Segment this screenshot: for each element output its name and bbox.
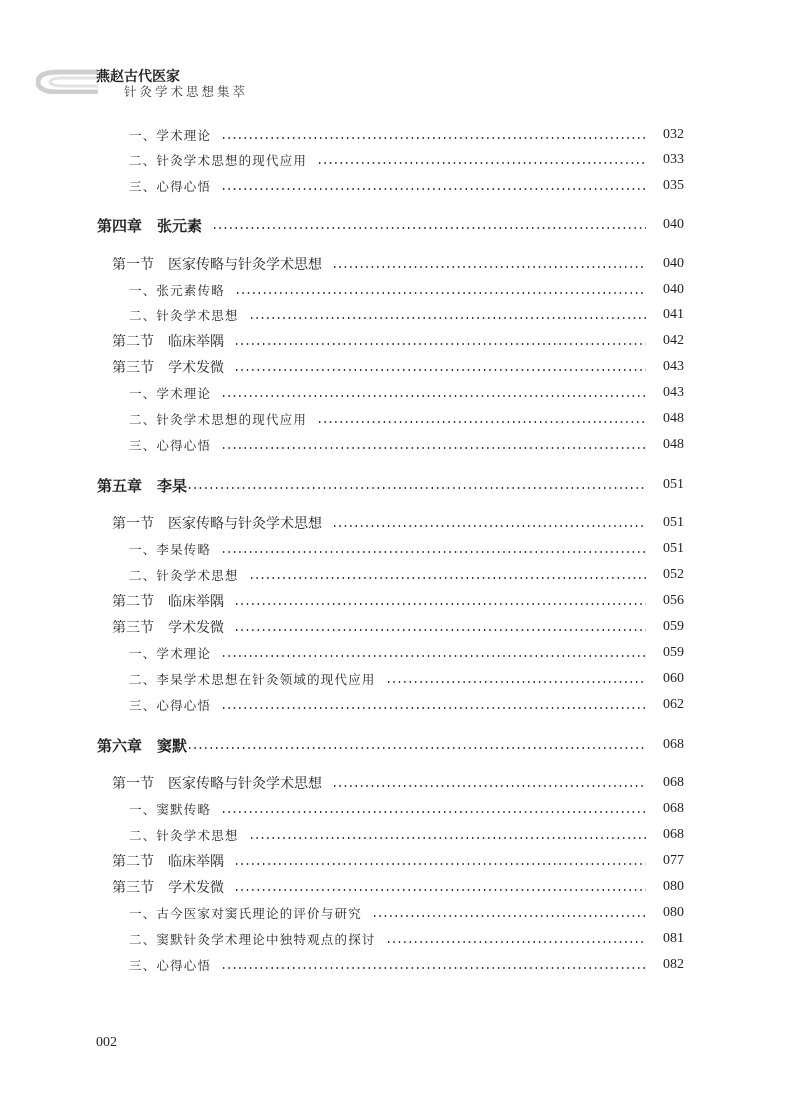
dot-leader: [221, 137, 646, 139]
toc-entry-title: 二、针灸学术思想: [129, 306, 249, 324]
toc-entry-item[interactable]: [129, 175, 684, 197]
toc-entry-title: 第三节 学术发微: [112, 877, 234, 897]
toc-entry-page: 081: [663, 931, 684, 946]
running-header: [36, 64, 296, 99]
dot-leader: [234, 343, 646, 345]
toc-entry-item[interactable]: [129, 538, 684, 560]
dot-leader: [235, 292, 646, 294]
dot-leader: [372, 915, 646, 917]
toc-entry-page: 040: [663, 256, 684, 271]
toc-entry-title: 第三节 学术发微: [112, 357, 234, 377]
toc-entry-page: 048: [663, 437, 684, 452]
dot-leader: [332, 266, 646, 268]
toc-entry-section[interactable]: [112, 876, 684, 898]
toc-entry-page: 051: [663, 477, 684, 492]
toc-entry-page: 043: [663, 359, 684, 374]
dot-leader: [221, 811, 646, 813]
toc-entry-chapter[interactable]: [97, 214, 684, 236]
dot-leader: [234, 603, 646, 605]
toc-entry-section[interactable]: [112, 330, 684, 352]
dot-leader: [221, 188, 646, 190]
toc-entry-page: 051: [663, 515, 684, 530]
toc-entry-item[interactable]: [129, 149, 684, 171]
toc-entry-title: 第三节 学术发微: [112, 617, 234, 637]
dot-leader: [221, 447, 646, 449]
toc-entry-title: 第二节 临床举隅: [112, 331, 234, 351]
toc-entry-item[interactable]: [129, 642, 684, 664]
toc-entry-item[interactable]: [129, 434, 684, 456]
dot-leader: [221, 707, 646, 709]
toc-entry-page: 033: [663, 152, 684, 167]
dot-leader: [317, 162, 646, 164]
toc-entry-page: 035: [663, 178, 684, 193]
toc-entry-page: 040: [663, 217, 684, 232]
toc-entry-item[interactable]: [129, 954, 684, 976]
toc-entry-page: 068: [663, 737, 684, 752]
toc-entry-title: 一、古今医家对窦氏理论的评价与研究: [129, 904, 372, 922]
toc-entry-title: 二、窦默针灸学术理论中独特观点的探讨: [129, 930, 386, 948]
dot-leader: [249, 317, 646, 319]
toc-entry-title: 二、针灸学术思想: [129, 566, 249, 584]
toc-entry-title: 一、学术理论: [129, 384, 221, 402]
dot-leader: [332, 525, 646, 527]
toc-entry-title: 第二节 临床举隅: [112, 851, 234, 871]
dot-leader: [332, 785, 646, 787]
dot-leader: [234, 629, 646, 631]
toc-entry-page: 043: [663, 385, 684, 400]
toc-entry-section[interactable]: [112, 356, 684, 378]
book-subtitle: 针灸学术思想集萃: [124, 84, 249, 99]
toc-entry-item[interactable]: [129, 824, 684, 846]
toc-entry-title: 一、学术理论: [129, 126, 221, 144]
toc-entry-page: 042: [663, 333, 684, 348]
toc-entry-section[interactable]: [112, 772, 684, 794]
dot-leader: [221, 967, 646, 969]
toc-entry-title: 二、针灸学术思想: [129, 826, 249, 844]
dot-leader: [386, 941, 646, 943]
dot-leader: [187, 747, 646, 749]
page-number: 002: [96, 1035, 117, 1050]
toc-entry-page: 051: [663, 541, 684, 556]
toc-entry-item[interactable]: [129, 382, 684, 404]
toc-entry-title: 二、针灸学术思想的现代应用: [129, 410, 317, 428]
toc-entry-page: 080: [663, 879, 684, 894]
book-title: 燕赵古代医家: [96, 69, 180, 85]
dot-leader: [249, 837, 646, 839]
toc-entry-page: 077: [663, 853, 684, 868]
toc-entry-page: 059: [663, 645, 684, 660]
toc-entry-page: 056: [663, 593, 684, 608]
toc-entry-page: 060: [663, 671, 684, 686]
dot-leader: [234, 889, 646, 891]
toc-entry-item[interactable]: [129, 408, 684, 430]
dot-leader: [221, 655, 646, 657]
toc-entry-title: 二、李杲学术思想在针灸领域的现代应用: [129, 670, 386, 688]
toc-entry-item[interactable]: [129, 564, 684, 586]
toc-entry-title: 三、心得心悟: [129, 696, 221, 714]
toc-entry-page: 040: [663, 282, 684, 297]
toc-entry-title: 第一节 医家传略与针灸学术思想: [112, 513, 332, 533]
toc-entry-section[interactable]: [112, 253, 684, 275]
toc-entry-item[interactable]: [129, 279, 684, 301]
toc-entry-title: 一、张元素传略: [129, 281, 235, 299]
dot-leader: [234, 369, 646, 371]
dot-leader: [249, 577, 646, 579]
toc-entry-title: 一、李杲传略: [129, 540, 221, 558]
toc-entry-page: 082: [663, 957, 684, 972]
toc-entry-title: 三、心得心悟: [129, 956, 221, 974]
toc-entry-section[interactable]: [112, 850, 684, 872]
toc-entry-item[interactable]: [129, 694, 684, 716]
toc-entry-title: 第五章 李杲: [97, 476, 188, 495]
toc-entry-title: 第一节 医家传略与针灸学术思想: [112, 254, 332, 274]
toc-entry-page: 052: [663, 567, 684, 582]
toc-entry-item[interactable]: [129, 902, 684, 924]
toc-entry-title: 三、心得心悟: [129, 177, 221, 195]
toc-entry-page: 062: [663, 697, 684, 712]
toc-entry-chapter[interactable]: [97, 474, 684, 496]
toc-entry-title: 一、窦默传略: [129, 800, 221, 818]
swoosh-decoration-icon: [36, 68, 100, 94]
toc-entry-title: 第二节 临床举隅: [112, 591, 234, 611]
toc-entry-title: 一、学术理论: [129, 644, 221, 662]
dot-leader: [221, 551, 646, 553]
toc-entry-page: 041: [663, 307, 684, 322]
toc-entry-page: 068: [663, 801, 684, 816]
dot-leader: [212, 227, 646, 229]
toc-entry-section[interactable]: [112, 512, 684, 534]
toc-entry-page: 059: [663, 619, 684, 634]
toc-entry-section[interactable]: [112, 616, 684, 638]
toc-entry-page: 068: [663, 827, 684, 842]
toc-entry-item[interactable]: [129, 124, 684, 146]
dot-leader: [221, 395, 646, 397]
toc-entry-title: 二、针灸学术思想的现代应用: [129, 151, 317, 169]
toc-entry-page: 080: [663, 905, 684, 920]
toc-entry-page: 048: [663, 411, 684, 426]
toc-entry-item[interactable]: [129, 798, 684, 820]
toc-entry-item[interactable]: [129, 928, 684, 950]
toc-entry-title: 第一节 医家传略与针灸学术思想: [112, 773, 332, 793]
toc-entry-page: 032: [663, 127, 684, 142]
dot-leader: [234, 863, 646, 865]
toc-entry-title: 三、心得心悟: [129, 436, 221, 454]
toc-entry-title: 第六章 窦默: [97, 736, 188, 755]
toc-entry-item[interactable]: [129, 668, 684, 690]
dot-leader: [187, 487, 646, 489]
dot-leader: [317, 421, 646, 423]
dot-leader: [386, 681, 646, 683]
toc-entry-page: 068: [663, 775, 684, 790]
toc-entry-title: 第四章 张元素: [97, 215, 212, 236]
toc-entry-chapter[interactable]: [97, 734, 684, 756]
toc-entry-item[interactable]: [129, 304, 684, 326]
toc-entry-section[interactable]: [112, 590, 684, 612]
